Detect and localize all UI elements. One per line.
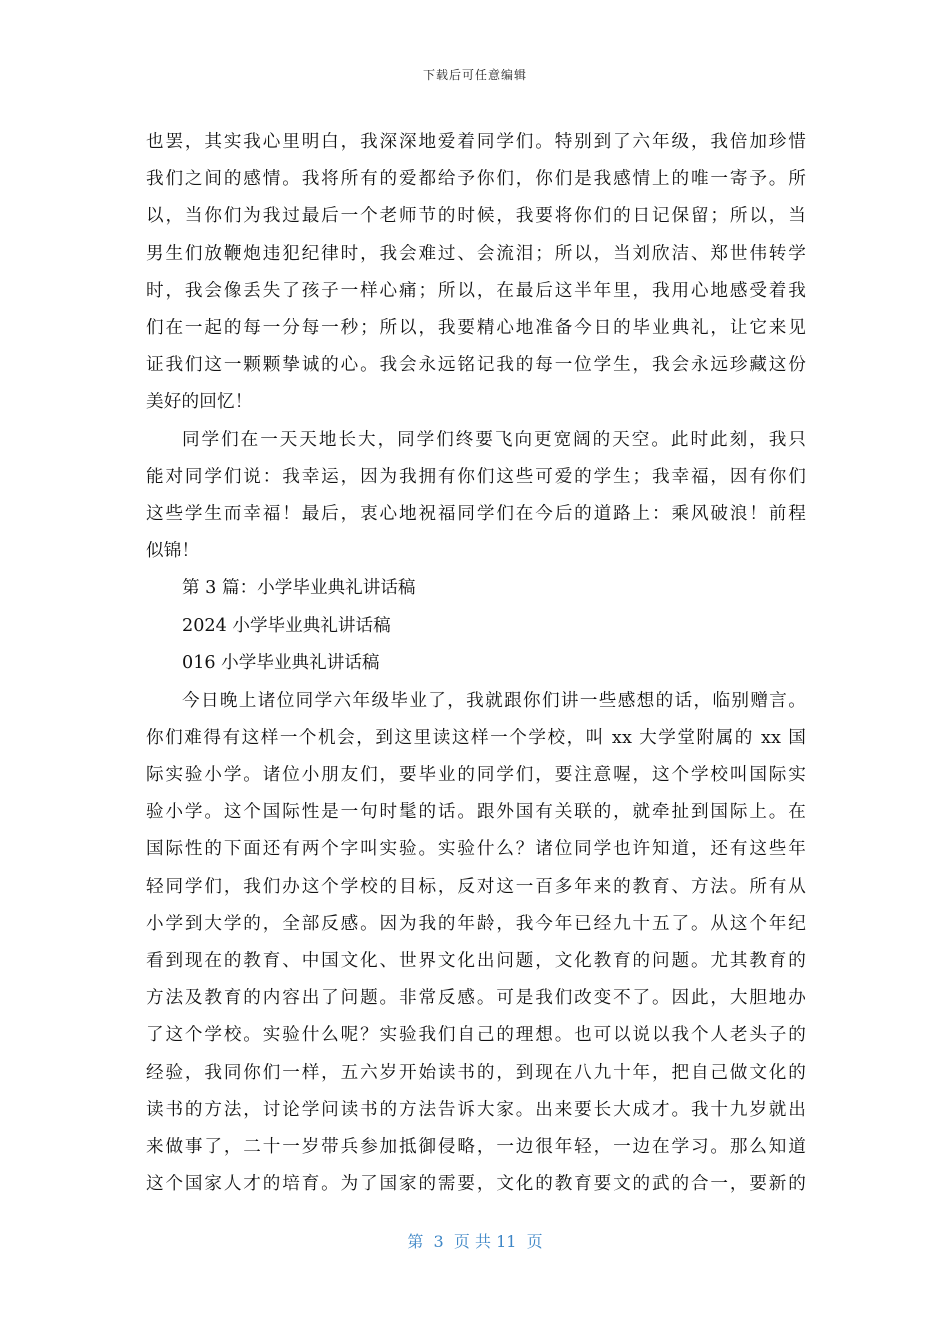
text-line: 小学到大学的，全部反感。因为我的年龄，我今年已经九十五了。从这个年纪: [146, 913, 806, 934]
text-line: 际实验小学。诸位小朋友们，要毕业的同学们，要注意喔，这个学校叫国际实: [146, 765, 806, 786]
text-line: 男生们放鞭炮违犯纪律时，我会难过、会流泪；所以，当刘欣洁、郑世伟转学: [146, 243, 806, 264]
text-line: 经验，我同你们一样，五六岁开始读书的，到现在八九十年，把自己做文化的: [146, 1062, 806, 1083]
section-subheading: 2024 小学毕业典礼讲话稿: [182, 615, 391, 636]
text-line: 我们之间的感情。我将所有的爱都给予你们，你们是我感情上的唯一寄予。所: [146, 169, 806, 190]
text-line: 了这个学校。实验什么呢？实验我们自己的理想。也可以说以我个人老头子的: [146, 1025, 806, 1046]
text-line: 验小学。这个国际性是一句时髦的话。跟外国有关联的，就牵扯到国际上。在: [146, 802, 806, 823]
text-line: 你们难得有这样一个机会，到这里读这样一个学校，叫 xx 大学堂附属的 xx 国: [146, 727, 806, 748]
text-line: 也罢，其实我心里明白，我深深地爱着同学们。特别到了六年级，我倍加珍惜: [146, 132, 806, 152]
speech-paragraph: [146, 683, 806, 1204]
section-heading: 第 3 篇：小学毕业典礼讲话稿: [182, 578, 416, 599]
text-line: 能对同学们说：我幸运，因为我拥有你们这些可爱的学生；我幸福，因有你们: [146, 466, 806, 487]
section-subheading: 016 小学毕业典礼讲话稿: [182, 653, 380, 674]
paragraph-2: [146, 422, 806, 571]
text-line: 时，我会像丢失了孩子一样心痛；所以，在最后这半年里，我用心地感受着我: [146, 280, 806, 301]
text-line: 美好的回忆！: [146, 392, 253, 413]
text-line: 证我们这一颗颗挚诚的心。我会永远铭记我的每一位学生，我会永远珍藏这份: [146, 355, 806, 376]
text-line: 来做事了，二十一岁带兵参加抵御侵略，一边很年轻，一边在学习。那么知道: [146, 1137, 806, 1158]
paragraph-1: [146, 124, 806, 422]
text-line: 似锦！: [146, 541, 200, 562]
text-line: 读书的方法，讨论学问读书的方法告诉大家。出来要长大成才。我十九岁就出: [146, 1099, 806, 1120]
text-line: 今日晚上诸位同学六年级毕业了，我就跟你们讲一些感想的话，临别赠言。: [182, 690, 806, 711]
text-line: 们在一起的每一分每一秒；所以，我要精心地准备今日的毕业典礼，让它来见: [146, 318, 806, 339]
text-line: 这些学生而幸福！最后，衷心地祝福同学们在今后的道路上：乘风破浪！前程: [146, 504, 806, 525]
page-number-footer: 第 3 页 共 11 页: [407, 1232, 543, 1251]
page-header: 下载后可任意编辑: [422, 68, 527, 82]
text-line: 这个国家人才的培育。为了国家的需要，文化的教育要文的武的合一，要新的: [146, 1174, 806, 1195]
text-line: 国际性的下面还有两个字叫实验。实验什么？诸位同学也许知道，还有这些年: [146, 839, 806, 860]
text-line: 方法及教育的内容出了问题。非常反感。可是我们改变不了。因此，大胆地办: [146, 988, 806, 1009]
text-line: 以，当你们为我过最后一个老师节的时候，我要将你们的日记保留；所以，当: [146, 206, 806, 227]
text-line: 看到现在的教育、中国文化、世界文化出问题，文化教育的问题。尤其教育的: [146, 951, 806, 972]
document-body: [146, 124, 806, 1204]
text-line: 轻同学们，我们办这个学校的目标，反对这一百多年来的教育、方法。所有从: [146, 876, 806, 897]
text-line: 同学们在一天天地长大，同学们终要飞向更宽阔的天空。此时此刻，我只: [182, 429, 806, 450]
